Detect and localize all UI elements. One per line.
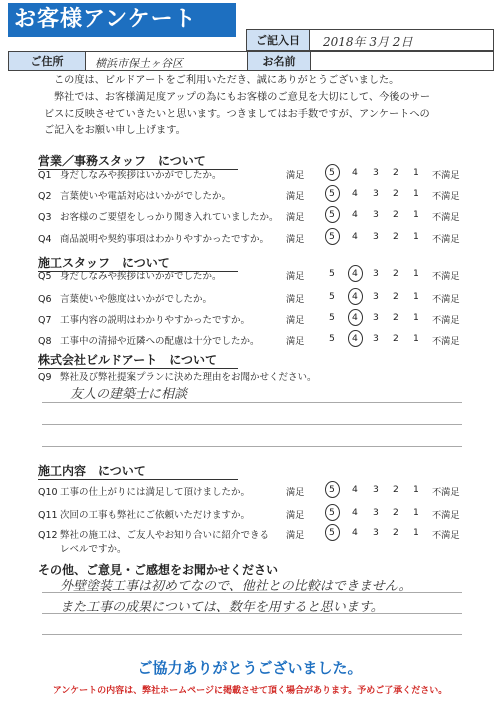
- rating-option[interactable]: 2: [393, 507, 399, 518]
- comment-line: [42, 592, 462, 593]
- question-q10: [38, 484, 250, 498]
- answer-line: [42, 402, 462, 403]
- scale-left-label: 満足: [286, 294, 305, 305]
- rating-option[interactable]: 5: [329, 268, 335, 279]
- intro-line: 弊社では、お客様満足度アップの為にもお客様のご意見を大切にして、今後のサー: [54, 91, 431, 103]
- rating-option[interactable]: 5: [329, 527, 335, 538]
- rating-option[interactable]: 3: [373, 312, 379, 323]
- address-value[interactable]: 横浜市保土ヶ谷区: [95, 57, 183, 70]
- section-construction-title: 施工内容 について: [38, 462, 238, 480]
- comment-line-2[interactable]: また工事の成果については、数年を用すると思います。: [60, 600, 384, 615]
- selected-rating-circle: [325, 206, 340, 223]
- question-text: 弊社の施工は、ご友人やお知り合いに紹介できる: [60, 530, 270, 541]
- footer-note: アンケートの内容は、弊社ホームページに掲載させて頂く場合があります。予めご了承ください。: [52, 686, 448, 696]
- question-text-cont: レベルですか。: [60, 544, 127, 555]
- rating-option[interactable]: 3: [373, 484, 379, 495]
- thanks-message: ご協力ありがとうございました。: [137, 659, 363, 677]
- question-q4: [38, 231, 269, 245]
- rating-option[interactable]: 2: [393, 268, 399, 279]
- question-text: お客様のご要望をしっかり聞き入れていましたか。: [60, 212, 279, 223]
- rating-option[interactable]: 1: [413, 209, 419, 220]
- q9-number: Q9: [38, 372, 52, 383]
- rating-option[interactable]: 3: [373, 291, 379, 302]
- q9-question: [38, 369, 317, 383]
- rating-option[interactable]: 4: [352, 231, 358, 242]
- date-label: ご記入日: [247, 30, 310, 50]
- rating-option[interactable]: 1: [413, 484, 419, 495]
- rating-option[interactable]: 4: [352, 312, 358, 323]
- selected-rating-circle: [348, 309, 363, 326]
- question-number: Q5: [38, 271, 52, 282]
- scale-left-label: 満足: [286, 271, 305, 282]
- comment-line-1[interactable]: 外壁塗装工事は初めてなので、他社との比較はできません。: [60, 579, 412, 594]
- rating-option[interactable]: 1: [413, 507, 419, 518]
- answer-line: [42, 424, 462, 425]
- scale-right-label: 不満足: [432, 487, 460, 498]
- scale-left-label: 満足: [286, 487, 305, 498]
- rating-option[interactable]: 5: [329, 291, 335, 302]
- scale-right-label: 不満足: [432, 294, 460, 305]
- rating-option[interactable]: 2: [393, 188, 399, 199]
- date-row: [246, 29, 494, 51]
- question-q7: [38, 312, 250, 326]
- rating-option[interactable]: 3: [373, 209, 379, 220]
- scale-left-label: 満足: [286, 234, 305, 245]
- question-number: Q7: [38, 315, 52, 326]
- intro-text: [44, 73, 464, 140]
- scale-right-label: 不満足: [432, 191, 460, 202]
- comment-line: [42, 613, 462, 614]
- rating-option[interactable]: 3: [373, 507, 379, 518]
- survey-title: お客様アンケート: [8, 3, 236, 37]
- question-text: 工事の仕上がりには満足して頂けましたか。: [60, 487, 251, 498]
- question-text: 商品説明や契約事項はわかりやすかったですか。: [60, 234, 270, 245]
- question-q1: [38, 167, 222, 181]
- address-name-row: [8, 51, 494, 71]
- rating-option[interactable]: 5: [329, 209, 335, 220]
- section-construction-staff-title: 施工スタッフ について: [38, 254, 238, 272]
- rating-option[interactable]: 3: [373, 333, 379, 344]
- selected-rating-circle: [348, 330, 363, 347]
- rating-option[interactable]: 4: [352, 291, 358, 302]
- rating-option[interactable]: 5: [329, 507, 335, 518]
- intro-line: この度は、ビルドアートをご利用いただき、誠にありがとうございました。: [54, 75, 400, 86]
- date-value[interactable]: 2018年 3月 2日: [323, 35, 413, 49]
- rating-option[interactable]: 2: [393, 167, 399, 178]
- rating-option[interactable]: 3: [373, 188, 379, 199]
- answer-line: [42, 446, 462, 447]
- question-text: 工事中の清掃や近隣への配慮は十分でしたか。: [60, 336, 260, 347]
- question-q11: [38, 507, 250, 521]
- question-text: 身だしなみや挨拶はいかがでしたか。: [60, 170, 222, 181]
- section-company-title: 株式会社ビルドアート について: [38, 351, 238, 369]
- scale-right-label: 不満足: [432, 530, 460, 541]
- selected-rating-circle: [348, 265, 363, 282]
- question-number: Q2: [38, 191, 52, 202]
- rating-option[interactable]: 1: [413, 291, 419, 302]
- rating-option[interactable]: 5: [329, 484, 335, 495]
- question-q6: [38, 291, 212, 305]
- rating-option[interactable]: 3: [373, 167, 379, 178]
- scale-right-label: 不満足: [432, 212, 460, 223]
- name-label: お名前: [247, 52, 311, 70]
- scale-right-label: 不満足: [432, 271, 460, 282]
- selected-rating-circle: [325, 164, 340, 181]
- question-q12: [38, 527, 269, 555]
- selected-rating-circle: [325, 481, 340, 498]
- rating-option[interactable]: 5: [329, 333, 335, 344]
- rating-option[interactable]: 4: [352, 188, 358, 199]
- question-text: 言葉使いや態度はいかがでしたか。: [60, 294, 213, 305]
- rating-option[interactable]: 1: [413, 527, 419, 538]
- question-text: 次回の工事も弊社にご依頼いただけますか。: [60, 510, 251, 521]
- scale-left-label: 満足: [286, 315, 305, 326]
- rating-option[interactable]: 5: [329, 188, 335, 199]
- scale-left-label: 満足: [286, 170, 305, 181]
- rating-option[interactable]: 4: [352, 268, 358, 279]
- comment-line: [42, 634, 462, 635]
- rating-option[interactable]: 4: [352, 167, 358, 178]
- rating-option[interactable]: 1: [413, 312, 419, 323]
- question-number: Q12: [38, 530, 58, 541]
- scale-left-label: 満足: [286, 510, 305, 521]
- rating-option[interactable]: 3: [373, 268, 379, 279]
- rating-option[interactable]: 2: [393, 312, 399, 323]
- question-number: Q8: [38, 336, 52, 347]
- rating-option[interactable]: 2: [393, 231, 399, 242]
- rating-option[interactable]: 3: [373, 231, 379, 242]
- question-text: 工事内容の説明はわかりやすかったですか。: [60, 315, 251, 326]
- scale-right-label: 不満足: [432, 336, 460, 347]
- scale-right-label: 不満足: [432, 315, 460, 326]
- question-q8: [38, 333, 260, 347]
- rating-option[interactable]: 1: [413, 333, 419, 344]
- rating-option[interactable]: 2: [393, 333, 399, 344]
- scale-left-label: 満足: [286, 212, 305, 223]
- question-number: Q11: [38, 510, 58, 521]
- rating-option[interactable]: 2: [393, 527, 399, 538]
- question-q5: [38, 268, 222, 282]
- rating-option[interactable]: 2: [393, 209, 399, 220]
- question-text: 言葉使いや電話対応はいかがでしたか。: [60, 191, 232, 202]
- rating-option[interactable]: 2: [393, 291, 399, 302]
- scale-left-label: 満足: [286, 191, 305, 202]
- address-label: ご住所: [9, 52, 86, 70]
- rating-option[interactable]: 1: [413, 231, 419, 242]
- rating-option[interactable]: 4: [352, 209, 358, 220]
- selected-rating-circle: [325, 504, 340, 521]
- rating-option[interactable]: 1: [413, 167, 419, 178]
- q9-answer[interactable]: 友人の建築士に相談: [70, 387, 188, 402]
- intro-line: ご記入をお願い申し上げます。: [44, 125, 186, 137]
- rating-option[interactable]: 5: [329, 231, 335, 242]
- intro-line: ビスに反映させていきたいと思います。つきましてはお手数ですが、アンケートへの: [44, 108, 430, 120]
- question-q2: [38, 188, 231, 202]
- question-number: Q6: [38, 294, 52, 305]
- scale-right-label: 不満足: [432, 234, 460, 245]
- scale-right-label: 不満足: [432, 170, 460, 181]
- rating-option[interactable]: 5: [329, 312, 335, 323]
- scale-right-label: 不満足: [432, 510, 460, 521]
- question-number: Q3: [38, 212, 52, 223]
- question-text: 身だしなみや挨拶はいかがでしたか。: [60, 271, 222, 282]
- q9-text: 弊社及び弊社提案プランに決めた理由をお聞かせください。: [60, 372, 317, 383]
- comments-title: その他、ご意見・ご感想をお聞かせください: [38, 563, 279, 577]
- question-number: Q1: [38, 170, 52, 181]
- rating-option[interactable]: 4: [352, 527, 358, 538]
- rating-option[interactable]: 3: [373, 527, 379, 538]
- selected-rating-circle: [348, 288, 363, 305]
- rating-option[interactable]: 4: [352, 484, 358, 495]
- rating-option[interactable]: 5: [329, 167, 335, 178]
- rating-option[interactable]: 4: [352, 507, 358, 518]
- section-sales-staff-title: 営業／事務スタッフ について: [38, 152, 238, 170]
- rating-option[interactable]: 2: [393, 484, 399, 495]
- selected-rating-circle: [325, 524, 340, 541]
- scale-left-label: 満足: [286, 530, 305, 541]
- selected-rating-circle: [325, 228, 340, 245]
- rating-option[interactable]: 1: [413, 268, 419, 279]
- question-q3: [38, 209, 279, 223]
- rating-option[interactable]: 1: [413, 188, 419, 199]
- scale-left-label: 満足: [286, 336, 305, 347]
- question-number: Q10: [38, 487, 58, 498]
- rating-option[interactable]: 4: [352, 333, 358, 344]
- question-number: Q4: [38, 234, 52, 245]
- selected-rating-circle: [325, 185, 340, 202]
